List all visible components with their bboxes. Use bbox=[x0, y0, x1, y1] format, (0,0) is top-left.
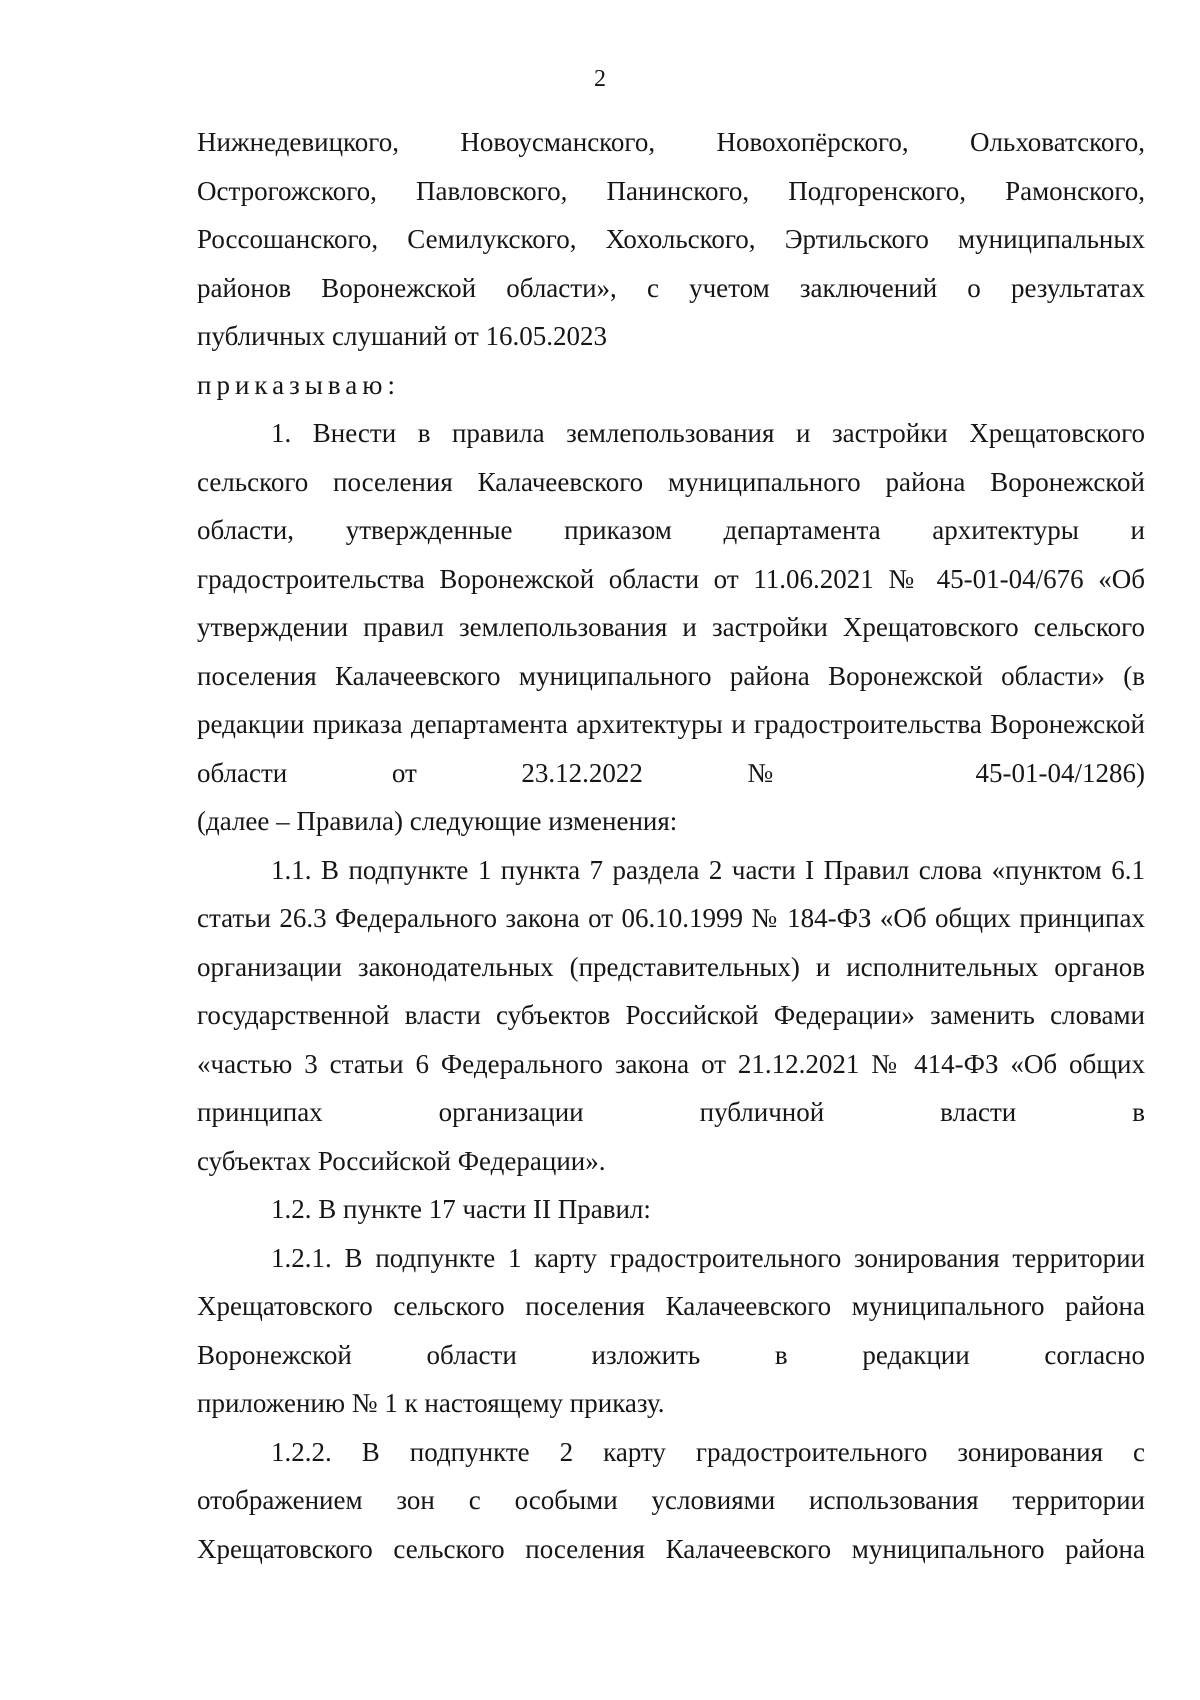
document-body bbox=[197, 118, 1145, 1573]
item-1-2-paragraph: 1.2. В пункте 17 части II Правил: bbox=[271, 1194, 651, 1224]
order-word: приказываю: bbox=[197, 369, 400, 400]
item-1-paragraph-end: (далее – Правила) следующие изменения: bbox=[197, 806, 678, 836]
item-1-2-2-paragraph: 1.2.2. В подпункте 2 карту градостроительного зонирования с отображением зон с особыми условиями использования территории Хрещатовского сельского поселения Калачеевского муниципального района bbox=[197, 1436, 1145, 1564]
item-1-2-1-paragraph-end: приложению № 1 к настоящему приказу. bbox=[197, 1388, 665, 1418]
item-1-paragraph: 1. Внести в правила землепользования и застройки Хрещатовского сельского поселения Калачеевского муниципального района Воронежской области, утвержденные приказом департамента архитектуры и градостроительства Воронежской области от 11.06.2021 № 45-01-04/676 «Об утверждении правил землепользования и застройки Хрещатовского сельского поселения Калачеевского муниципального района Воронежской области» (в редакции приказа департамента архитектуры и градостроительства Воронежской области от 23.12.2022 № 45-01-04/1286) bbox=[197, 418, 1145, 788]
intro-paragraph: Нижнедевицкого, Новоусманского, Новохопёрского, Ольховатского, Острогожского, Павловского, Панинского, Подгоренского, Рамонского, Россошанского, Семилукского, Хохольского, Эртильского муниципальных районов Воронежской области», с учетом заключений о результатах bbox=[197, 127, 1145, 303]
intro-paragraph-end: публичных слушаний от 16.05.2023 bbox=[197, 321, 608, 351]
page-number: 2 bbox=[594, 66, 606, 92]
item-1-1-paragraph: 1.1. В подпункте 1 пункта 7 раздела 2 части I Правил слова «пунктом 6.1 статьи 26.3 Федерального закона от 06.10.1999 № 184-ФЗ «Об общих принципах организации законодательных (представительных) и исполнительных органов государственной власти субъектов Российской Федерации» заменить словами «частью 3 статьи 6 Федерального закона от 21.12.2021 № 414-ФЗ «Об общих принципах организации публичной власти в bbox=[197, 854, 1145, 1127]
item-1-2-1-paragraph: 1.2.1. В подпункте 1 карту градостроительного зонирования территории Хрещатовского сельского поселения Калачеевского муниципального района Воронежской области изложить в редакции согласно bbox=[197, 1242, 1145, 1370]
item-1-1-paragraph-end: субъектах Российской Федерации». bbox=[197, 1145, 606, 1176]
